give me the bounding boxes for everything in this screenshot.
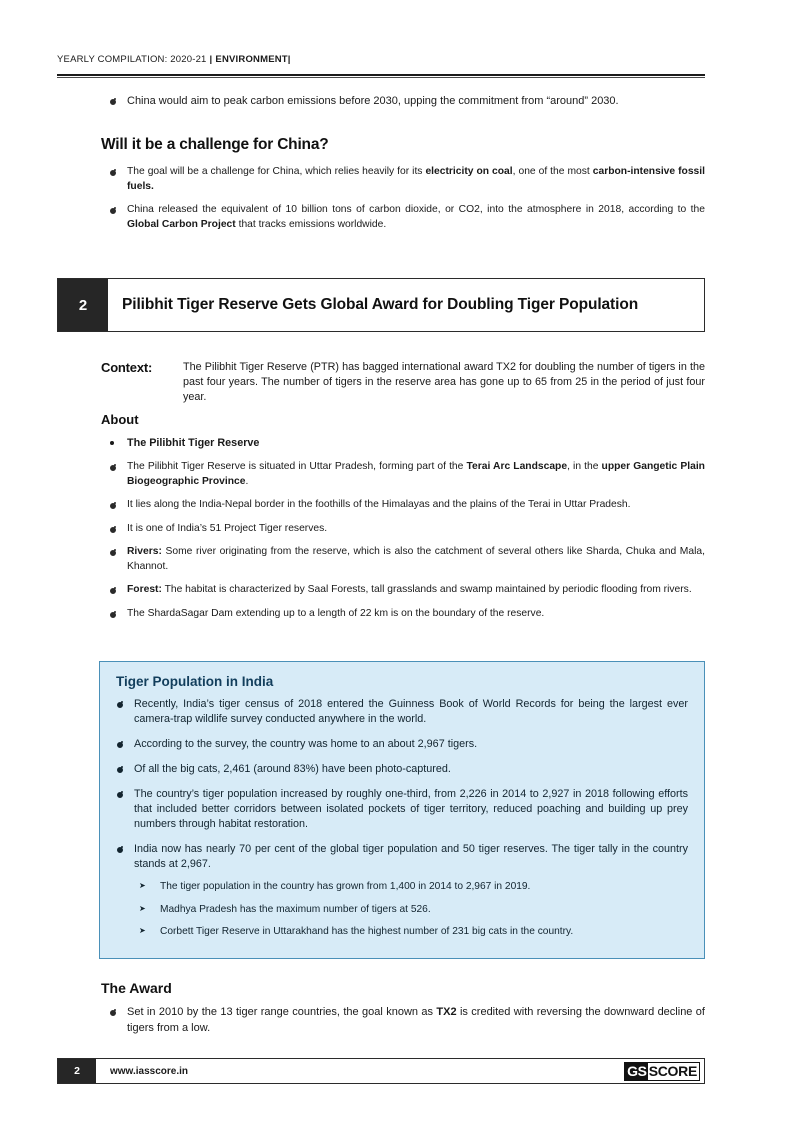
bullet-item: The ShardaSagar Dam extending up to a length of 22 km is on the boundary of the reserve. [101,607,705,622]
context-text: The Pilibhit Tiger Reserve (PTR) has bagged international award TX2 for doubling the number of tigers in the past four years. The number of tigers in the reserve area has gone up to 65 from 25 in the period of just four year. [183,361,705,403]
sub-list-item: ➤ Madhya Pradesh has the maximum number of tigers at 526. [134,903,688,918]
logo-gs-mark: GS [627,1063,647,1079]
context-label: Context: [101,360,153,375]
bullet-item: The country’s tiger population increased by roughly one-third, from 2,226 in 2014 to 2,927 in 2018 following efforts that included better corridors between isolated pockets of tiger territory, reduced poaching and building up prey numbers through habitat restoration. [108,787,688,832]
highlight-box-sub-bullet-list [108,880,688,940]
logo-score-mark: SCORE [648,1063,697,1079]
bullet-item: It is one of India’s 51 Project Tiger reserves. [101,522,705,537]
context-block [101,360,705,405]
sub-list-item: ➤ The tiger population in the country has grown from 1,400 in 2014 to 2,967 in 2019. [134,880,688,895]
section-heading-award: The Award [101,980,172,996]
running-header-subject: ENVIRONMENT| [215,54,291,65]
china-challenge-bullet-list [101,165,705,232]
footer-website-url[interactable]: www.iasscore.in [96,1059,624,1083]
topic-title: Pilibhit Tiger Reserve Gets Global Award for Doubling Tiger Population [108,279,704,331]
topic-number-badge: 2 [58,279,108,331]
page-footer [57,1058,705,1084]
running-header [57,54,705,65]
bullet-item: China would aim to peak carbon emissions before 2030, upping the commitment from “around” 2030. [101,94,705,110]
gsscore-logo [624,1062,700,1081]
bullet-item: Of all the big cats, 2,461 (around 83%) have been photo-captured. [108,762,688,777]
running-header-text [57,54,705,65]
top-continued-section [101,94,705,119]
section-heading-china-challenge: Will it be a challenge for China? [101,136,329,153]
award-bullet-list [101,1005,705,1036]
top-lead-bullet-list [101,94,705,110]
bullet-item: It lies along the India-Nepal border in the foothills of the Himalayas and the plains of the Terai in Uttar Pradesh. [101,498,705,513]
list-item-lead: The Pilibhit Tiger Reserve [101,436,705,451]
bullet-item: India now has nearly 70 per cent of the global tiger population and 50 tiger reserves. The tiger tally in the country stands at 2,967. [108,842,688,872]
sub-list-item: ➤ Corbett Tiger Reserve in Uttarakhand has the highest number of 231 big cats in the country. [134,925,688,940]
running-header-separator: | [209,54,213,65]
header-divider [57,74,705,78]
highlight-box-heading: Tiger Population in India [116,674,274,689]
topic-title-bar [57,278,705,332]
bullet-item: Forest: The habitat is characterized by Saal Forests, tall grasslands and swamp maintained by periodic flooding from rivers. [101,583,705,598]
bullet-item: Recently, India’s tiger census of 2018 entered the Guinness Book of World Records for being the largest ever camera-trap wildlife survey conducted anywhere in the world. [108,697,688,727]
bullet-item: Set in 2010 by the 13 tiger range countries, the goal known as TX2 is credited with reversing the downward decline of tigers from a low. [101,1005,705,1036]
china-challenge-section [101,136,705,241]
bullet-item: The Pilibhit Tiger Reserve is situated in Uttar Pradesh, forming part of the Terai Arc Landscape, in the upper Gangetic Plain Biogeographic Province. [101,460,705,489]
about-bullet-list [101,436,705,621]
bullet-item: The goal will be a challenge for China, which relies heavily for its electricity on coal, one of the most carbon-intensive fossil fuels. [101,165,705,194]
footer-page-number: 2 [58,1059,96,1083]
bullet-item: China released the equivalent of 10 billion tons of carbon dioxide, or CO2, into the atmosphere in 2018, according to the Global Carbon Project that tracks emissions worldwide. [101,203,705,232]
bullet-item: According to the survey, the country was home to an about 2,967 tigers. [108,737,688,752]
section-heading-about: About [101,412,139,427]
running-header-compilation: YEARLY COMPILATION: 2020-21 [57,54,207,65]
bullet-item: Rivers: Some river originating from the reserve, which is also the catchment of several others like Sharda, Chuka and Mala, Khannot. [101,545,705,574]
award-section [101,980,705,1045]
highlight-box-bullet-list [108,697,688,872]
about-section [101,412,705,630]
highlight-box-tiger-population [99,661,705,959]
